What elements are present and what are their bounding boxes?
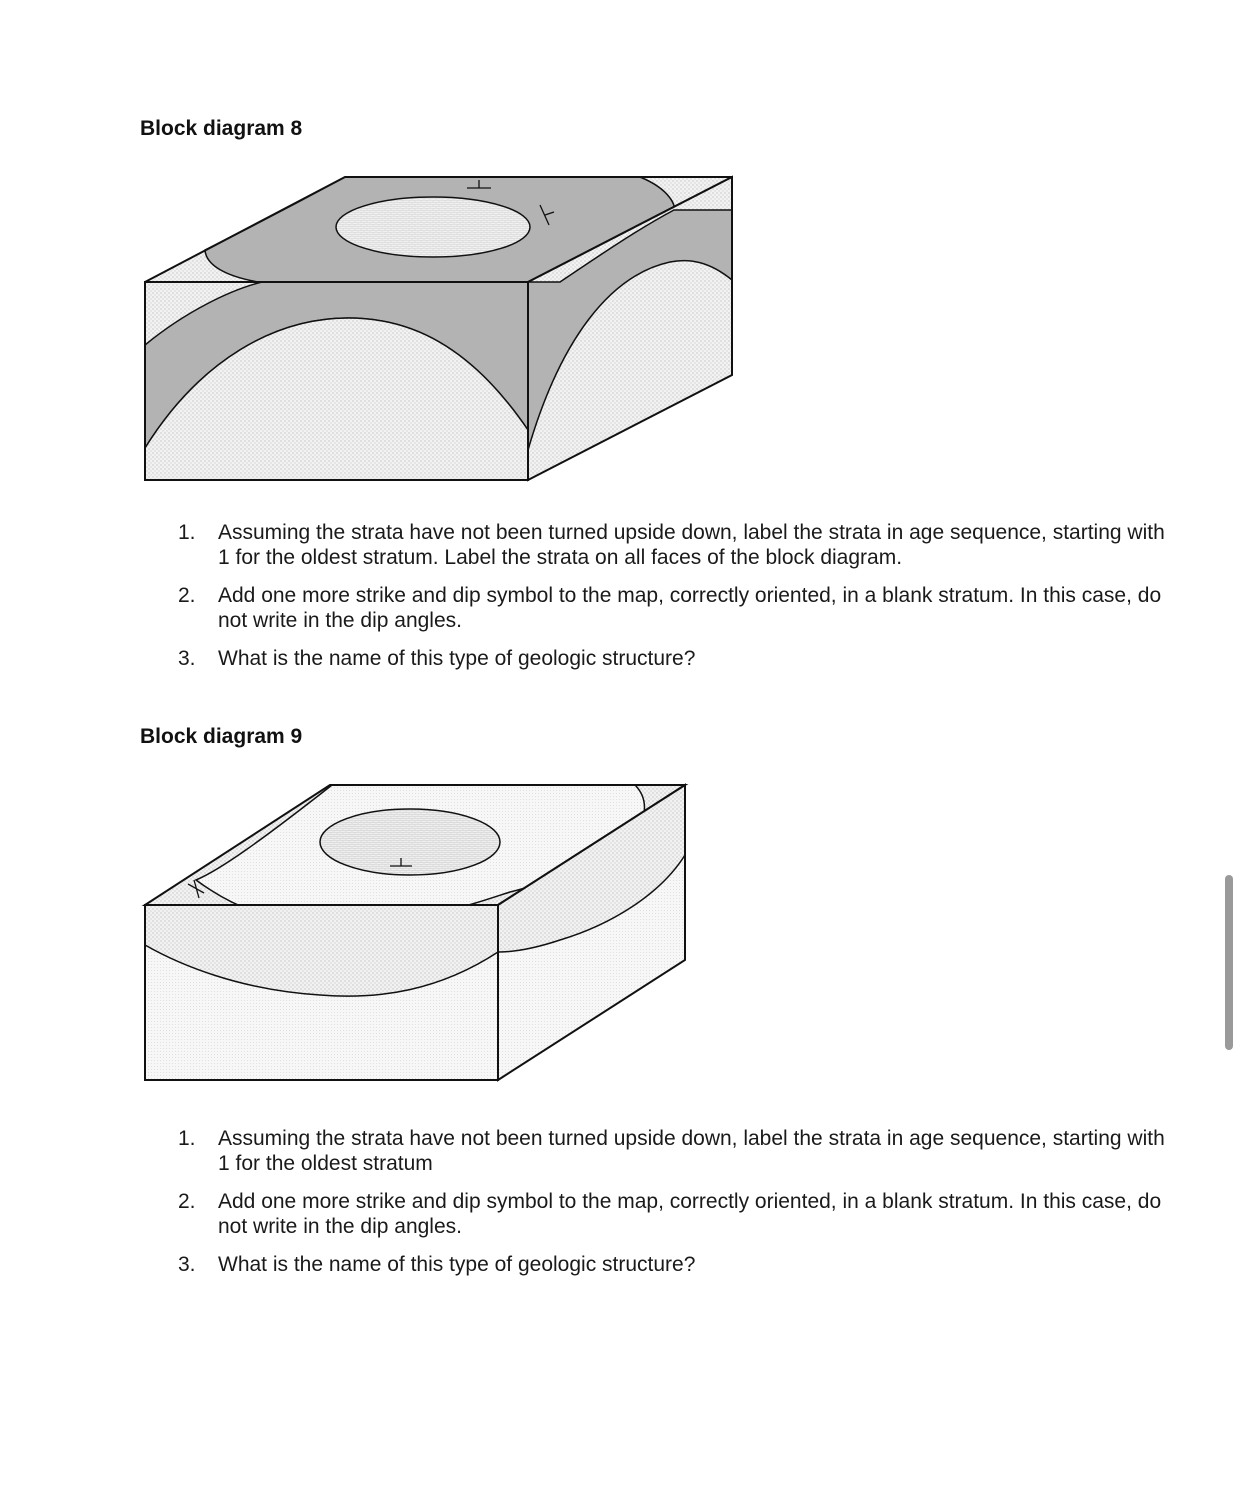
block-diagram-8-title: Block diagram 8: [140, 117, 303, 140]
block-diagram-9-questions: [178, 1126, 1168, 1290]
core-stratum-top: [336, 197, 530, 257]
question-text: Assuming the strata have not been turned upside down, label the strata in age sequence, starting with 1 for the oldest stratum: [218, 1127, 1165, 1175]
question-number: 2.: [178, 584, 196, 607]
question-number: 3.: [178, 1253, 196, 1276]
core-stratum-top: [320, 809, 500, 875]
question-text: Assuming the strata have not been turned upside down, label the strata in age sequence, starting with 1 for the oldest stratum. Label the strata on all faces of the block diagram.: [218, 521, 1165, 569]
question-item: [178, 520, 1168, 570]
question-text: Add one more strike and dip symbol to the map, correctly oriented, in a blank stratum. In this case, do not write in the dip angles.: [218, 1190, 1162, 1238]
question-number: 3.: [178, 647, 196, 670]
question-item: [178, 583, 1168, 633]
question-number: 1.: [178, 1127, 196, 1150]
block-diagram-8-questions: [178, 520, 1168, 684]
block-diagram-9-figure: [0, 775, 760, 1090]
vertical-scrollbar[interactable]: [1225, 875, 1233, 1050]
question-text: What is the name of this type of geologic structure?: [218, 1253, 696, 1276]
question-item: [178, 1252, 1168, 1277]
front-face: [145, 282, 528, 480]
question-item: [178, 1126, 1168, 1176]
question-item: [178, 1189, 1168, 1239]
block-diagram-9-title: Block diagram 9: [140, 725, 303, 748]
block-diagram-8-figure: [0, 160, 760, 490]
question-number: 2.: [178, 1190, 196, 1213]
question-item: [178, 646, 1168, 671]
front-face: [145, 905, 498, 1080]
question-number: 1.: [178, 521, 196, 544]
question-text: Add one more strike and dip symbol to the map, correctly oriented, in a blank stratum. In this case, do not write in the dip angles.: [218, 584, 1162, 632]
question-text: What is the name of this type of geologic structure?: [218, 647, 696, 670]
